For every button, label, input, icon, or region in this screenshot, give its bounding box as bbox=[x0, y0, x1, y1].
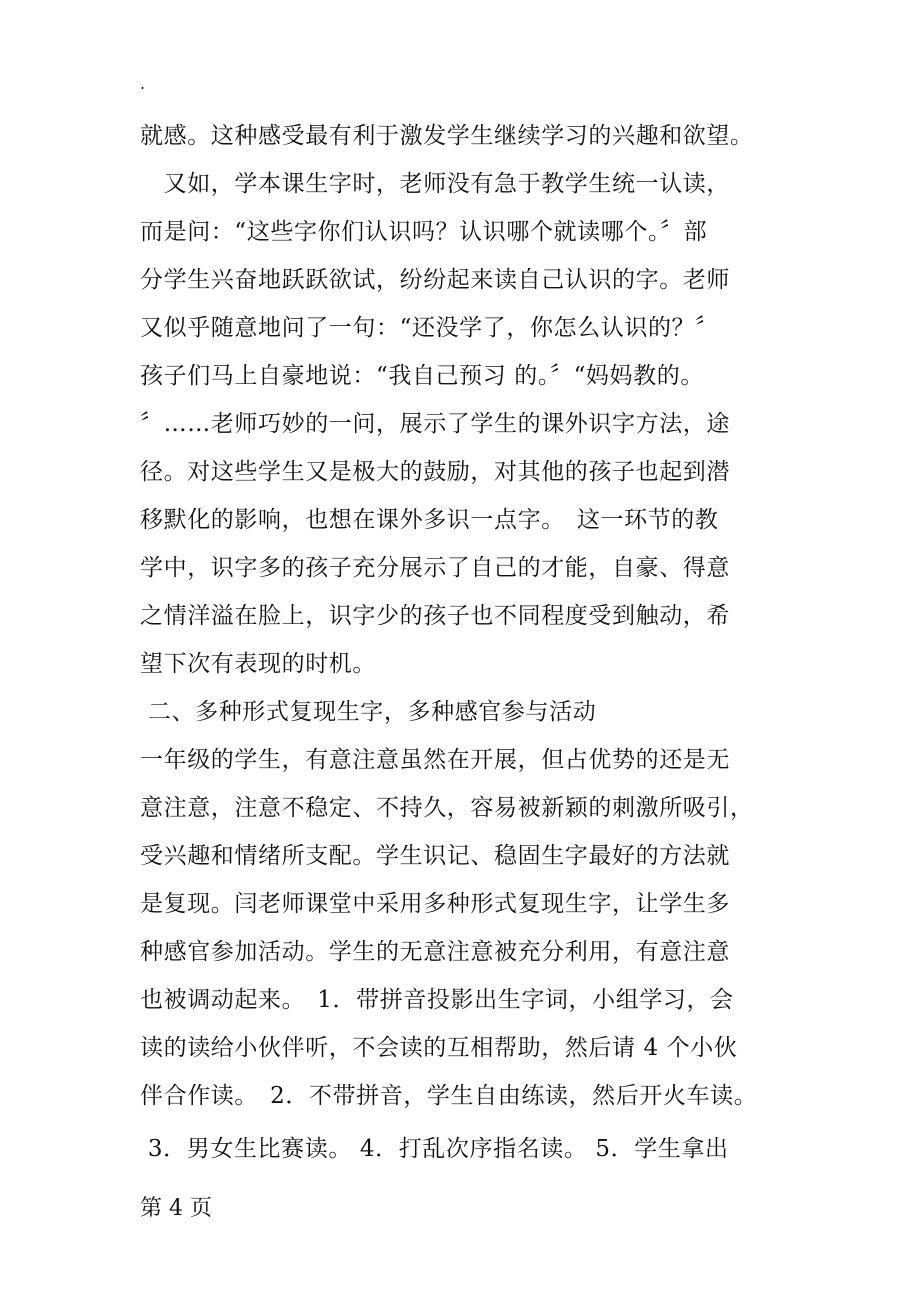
text-line: 种感官参加活动。学生的无意注意被充分利用，有意注意 bbox=[140, 939, 730, 965]
text-line: 之情洋溢在脸上，识字少的孩子也不同程度受到触动，希 bbox=[140, 603, 730, 629]
text-line: 就感。这种感受最有利于激发学生继续学习的兴趣和欲望。 bbox=[140, 123, 754, 149]
text-line: 移默化的影响，也想在课外多识一点字。 这一环节的教 bbox=[140, 507, 719, 533]
text-line: 3．男女生比赛读。 4．打乱次序指名读。 5．学生拿出 bbox=[140, 1136, 729, 1162]
text-line: 又似乎随意地问了一句：“还没学了，你怎么认识的？〞 bbox=[140, 315, 719, 341]
header-dot: . bbox=[140, 74, 146, 93]
text-line: 望下次有表现的时机。 bbox=[140, 651, 376, 677]
text-line: 分学生兴奋地跃跃欲试，纷纷起来读自己认识的字。老师 bbox=[140, 267, 730, 293]
text-line: 径。对这些学生又是极大的鼓励，对其他的孩子也起到潜 bbox=[140, 459, 730, 485]
text-line: 伴合作读。 2．不带拼音，学生自由练读，然后开火车读。 bbox=[140, 1083, 758, 1109]
text-line: 孩子们马上自豪地说：“我自己预习 的。〞“妈妈教的。 bbox=[140, 363, 704, 389]
text-line: 又如，学本课生字时，老师没有急于教学生统一认读， bbox=[140, 171, 730, 197]
text-line: 而是问：“这些字你们认识吗？认识哪个就读哪个。〞部 bbox=[140, 219, 708, 245]
text-line: 一年级的学生，有意注意虽然在开展，但占优势的还是无 bbox=[140, 747, 730, 773]
text-line: 〞……老师巧妙的一问，展示了学生的课外识字方法，途 bbox=[140, 411, 730, 437]
text-line: 意注意，注意不稳定、不持久，容易被新颖的刺激所吸引， bbox=[140, 795, 754, 821]
page-number: 第 4 页 bbox=[140, 1196, 212, 1221]
text-line: 受兴趣和情绪所支配。学生识记、稳固生字最好的方法就 bbox=[140, 843, 730, 869]
section-heading: 二、多种形式复现生字，多种感官参与活动 bbox=[140, 699, 597, 725]
text-line: 学中，识字多的孩子充分展示了自己的才能，自豪、得意 bbox=[140, 555, 730, 581]
text-line: 是复现。闫老师课堂中采用多种形式复现生字，让学生多 bbox=[140, 891, 730, 917]
text-line: 也被调动起来。 1．带拼音投影出生字词，小组学习，会 bbox=[140, 987, 734, 1013]
text-line: 读的读给小伙伴听，不会读的互相帮助，然后请 4 个小伙 bbox=[140, 1035, 738, 1061]
